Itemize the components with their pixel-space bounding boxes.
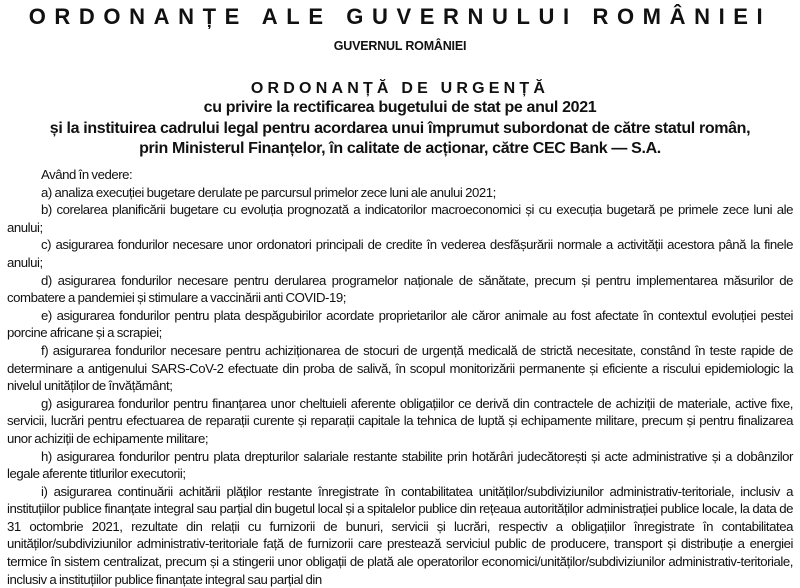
paragraph-d: d) asigurarea fondurilor necesare pentru derularea programelor naționale de sănătate, precum și pentru implementarea măsurilor de combatere a pandemiei și stimulare a vaccinării anti COVID-19; (7, 272, 793, 306)
paragraph-i: i) asigurarea continuării achitării plăților restante înregistrate în contabilitatea unităților/subdiviziunilor administrativ-teritoriale, inclusiv a instituțiilor publice finanțate integral sau parțial din bugetul local și a spitalelor publice din rețeaua autorităților administrației publice locale, la data de 31 octombrie 2021, rezultate din relații cu furnizorii de bunuri, servicii și lucrări, respectiv a obligațiilor înregistrate în contabilitatea unităților/subdiviziunilor administrativ-teritoriale față de furnizorii care prestează serviciul public de producere, transport și distribuție a energiei termice în sistem centralizat, precum și a stingerii unor obligații de plată ale operatorilor economici/unităților/subdiviziunilor administrativ-teritoriale, inclusiv a instituțiilor publice finanțate integral sau parțial din (7, 483, 793, 587)
masthead-title: ORDONANȚE ALE GUVERNULUI ROMÂNIEI (28, 4, 772, 29)
intro-paragraph: Având în vedere: (41, 167, 133, 182)
paragraph-f: f) asigurarea fondurilor necesare pentru achiziționarea de stocuri de urgență medicală de strictă necesitate, constând în teste rapide de determinare a antigenului SARS-CoV-2 efectuate din proba de salivă, în scopul monitorizării permanente și eficiente a riscului epidemiologic la nivelul unităților de învățământ; (7, 342, 793, 394)
paragraph-b: b) corelarea planificării bugetare cu evoluția prognozată a indicatorilor macroeconomici și cu execuția bugetară pe primele zece luni ale anului; (7, 202, 793, 235)
ordinance-subtitle (0, 98, 800, 160)
paragraph-h: h) asigurarea fondurilor pentru plata drepturilor salariale restante stabilite prin hotărâri judecătorești și acte administrative și a dobânzilor legale aferente titlurilor executorii; (7, 448, 793, 482)
issuer-heading: GUVERNUL ROMÂNIEI (333, 39, 467, 53)
subtitle-line: cu privire la rectificarea bugetului de stat pe anul 2021 (203, 99, 597, 116)
paragraph-e: e) asigurarea fondurilor pentru plata despăgubirilor acordate proprietarilor ale căror animale au fost afectate în contextul evoluției pestei porcine africane și a scrapiei; (7, 307, 793, 341)
ordinance-type-title: ORDONANȚĂ DE URGENȚĂ (250, 80, 550, 97)
subtitle-line: și la instituirea cadrului legal pentru acordarea unui împrumut subordonat de către statul român, (49, 119, 751, 137)
subtitle-line: prin Ministerul Finanțelor, în calitate de acționar, către CEC Bank — S.A. (139, 140, 661, 157)
paragraph-a: a) analiza execuției bugetare derulate pe parcursul primelor zece luni ale anului 2021; (41, 184, 496, 200)
paragraph-g: g) asigurarea fondurilor pentru finanțarea unor cheltuieli aferente obligațiilor ce derivă din contractele de achiziții de materiale, active fixe, servicii, lucrări pentru efectuarea de reparații curente și reparații capitale la tehnica de luptă și echipamente militare, precum și pentru finalizarea unor achiziții de echipamente militare; (7, 395, 793, 446)
paragraph-c: c) asigurarea fondurilor necesare unor ordonatori principali de credite în vederea desfășurării normale a activității acestora până la finele anului; (7, 237, 793, 270)
document-body (7, 166, 793, 588)
